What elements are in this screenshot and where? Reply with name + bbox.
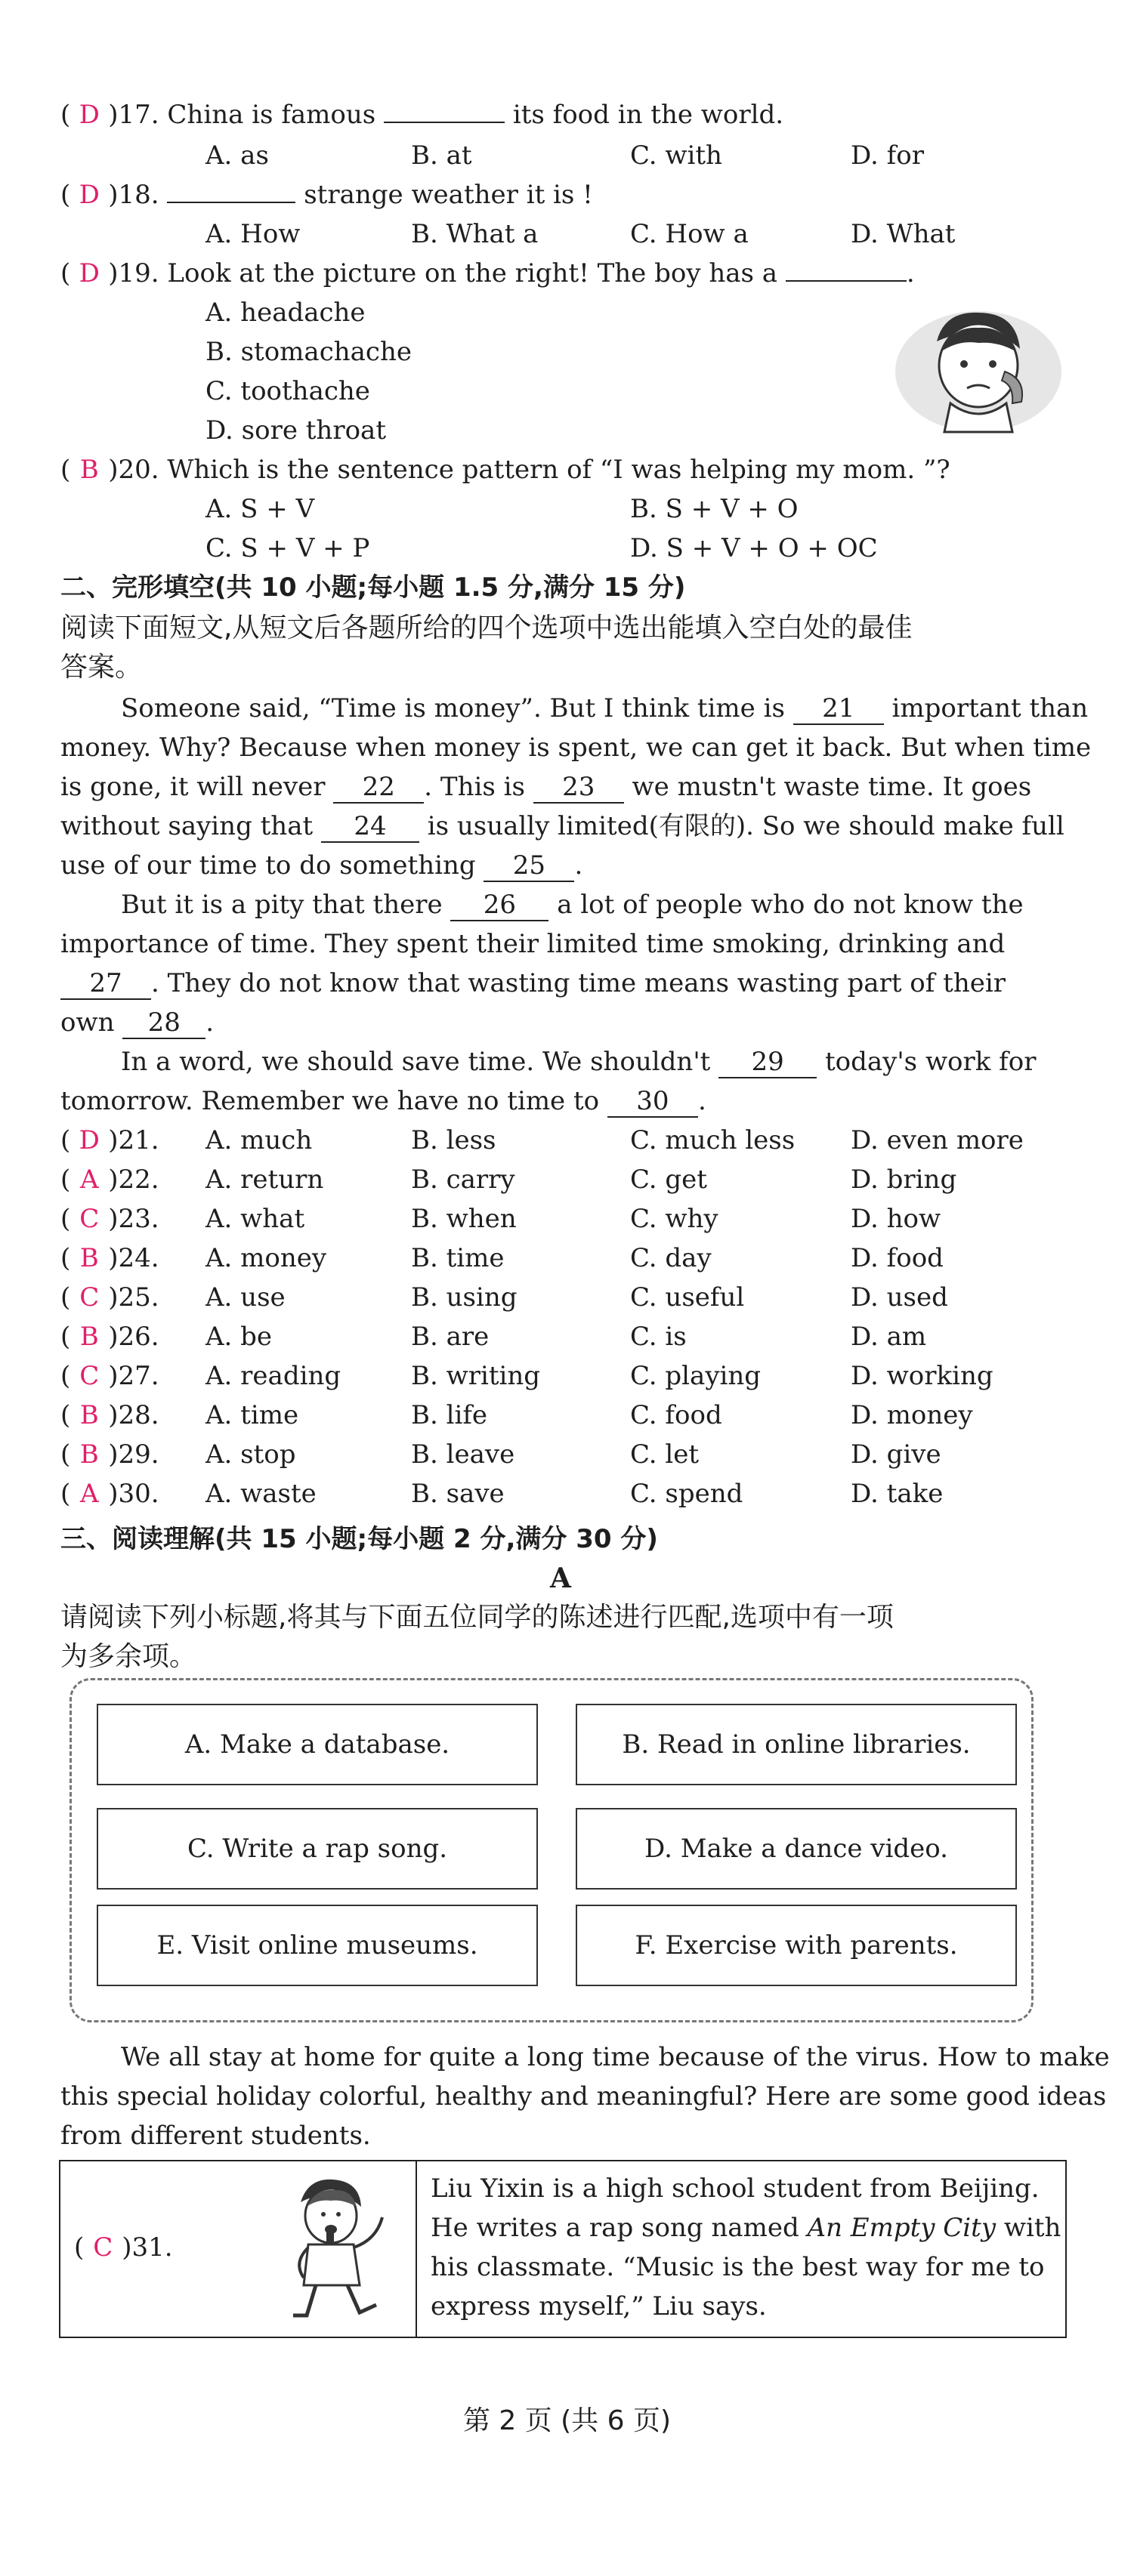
cloze-question-26: ( B )26. <box>60 1317 159 1356</box>
answer: C <box>79 1282 100 1313</box>
option: A. time <box>205 1400 299 1430</box>
option: C. food <box>630 1400 722 1430</box>
option: D. sore throat <box>205 415 386 446</box>
blank <box>167 202 295 203</box>
answer: C <box>79 1204 100 1234</box>
blank-28: 28 <box>122 1007 205 1039</box>
choice-a: A. Make a database. <box>97 1704 538 1785</box>
option: A. headache <box>205 298 366 328</box>
option: C. useful <box>630 1282 745 1313</box>
answer: B <box>79 1400 99 1430</box>
answer: A <box>79 1165 99 1195</box>
option: C. How a <box>630 219 749 249</box>
blank-25: 25 <box>484 850 574 882</box>
question-31-text: his classmate. “Music is the best way for me to <box>431 2252 1045 2282</box>
option: B. when <box>411 1204 517 1234</box>
option: D. bring <box>851 1165 957 1195</box>
option: A. reading <box>205 1361 341 1391</box>
answer: B <box>79 1243 99 1273</box>
question-31-label: ( C )31. <box>74 2228 173 2267</box>
option: B. are <box>411 1322 490 1352</box>
option: D. What <box>851 219 956 249</box>
option: A. How <box>205 219 301 249</box>
option: C. playing <box>630 1361 762 1391</box>
passage-line: is gone, it will never 22 . This is 23 we mustn't waste time. It goes <box>60 772 1032 802</box>
section-3-instruction-cont: 为多余项。 <box>60 1641 197 1672</box>
question-31-text: express myself,” Liu says. <box>431 2291 767 2321</box>
option: D. for <box>851 140 924 171</box>
answer: C <box>79 1361 100 1391</box>
choice-c: C. Write a rap song. <box>97 1808 538 1890</box>
option: D. even more <box>851 1125 1024 1155</box>
part-a-heading: A <box>550 1563 571 1594</box>
rapping-boy-illustration <box>263 2172 391 2323</box>
option: C. spend <box>630 1479 743 1509</box>
option: B. less <box>411 1125 496 1155</box>
option: C. why <box>630 1204 718 1234</box>
boy-toothache-illustration <box>891 296 1065 436</box>
option: A. stop <box>205 1439 296 1470</box>
option: C. S + V + P <box>205 533 370 563</box>
option: B. carry <box>411 1165 515 1195</box>
option: B. S + V + O <box>630 494 799 524</box>
option: A. as <box>205 140 269 171</box>
cloze-question-22: ( A )22. <box>60 1160 159 1199</box>
option: A. what <box>205 1204 305 1234</box>
option: C. toothache <box>205 376 370 406</box>
blank-22: 22 <box>333 772 424 804</box>
option: A. be <box>205 1322 273 1352</box>
passage-line: tomorrow. Remember we have no time to 30 . <box>60 1086 706 1116</box>
page-footer: 第 2 页 (共 6 页) <box>462 2405 672 2436</box>
passage-line: But it is a pity that there 26 a lot of people who do not know the <box>121 890 1024 920</box>
option: B. at <box>411 140 472 171</box>
blank-29: 29 <box>718 1047 817 1078</box>
question-31-table <box>59 2160 1067 2338</box>
passage-line: Someone said, “Time is money”. But I think time is 21 important than <box>121 693 1089 723</box>
blank-30: 30 <box>607 1086 698 1118</box>
question-18: ( D )18. strange weather it is ! <box>60 175 593 214</box>
reading-intro: We all stay at home for quite a long time because of the virus. How to make <box>121 2042 1110 2072</box>
option: A. much <box>205 1125 313 1155</box>
section-3-instruction: 请阅读下列小标题,将其与下面五位同学的陈述进行匹配,选项中有一项 <box>60 1602 894 1633</box>
option: B. stomachache <box>205 337 412 367</box>
choice-d: D. Make a dance video. <box>576 1808 1017 1890</box>
answer-18: D <box>79 180 100 210</box>
cloze-question-24: ( B )24. <box>60 1239 159 1278</box>
blank-24: 24 <box>321 811 419 843</box>
passage-line: without saying that 24 is usually limited(有限的). So we should make full <box>60 811 1064 841</box>
option: D. food <box>851 1243 944 1273</box>
answer: D <box>79 1125 100 1155</box>
blank <box>786 280 907 282</box>
option: D. give <box>851 1439 941 1470</box>
option: A. waste <box>205 1479 317 1509</box>
passage-line: importance of time. They spent their limited time smoking, drinking and <box>60 929 1006 959</box>
question-31-text: Liu Yixin is a high school student from Beijing. <box>431 2173 1040 2204</box>
blank-21: 21 <box>793 693 884 725</box>
option: B. leave <box>411 1439 515 1470</box>
cloze-question-21: ( D )21. <box>60 1121 159 1160</box>
question-20: ( B )20. Which is the sentence pattern of “I was helping my mom. ”? <box>60 450 950 489</box>
option: C. is <box>630 1322 687 1352</box>
section-2-instruction-cont: 答案。 <box>60 652 143 683</box>
option: D. take <box>851 1479 944 1509</box>
option: D. am <box>851 1322 927 1352</box>
option: C. get <box>630 1165 707 1195</box>
question-31-text: He writes a rap song named An Empty City with <box>431 2213 1061 2243</box>
answer-31: C <box>93 2232 113 2263</box>
cloze-question-29: ( B )29. <box>60 1435 159 1474</box>
option: B. save <box>411 1479 505 1509</box>
reading-intro: from different students. <box>60 2121 371 2151</box>
option: C. day <box>630 1243 712 1273</box>
passage-line: own 28 . <box>60 1007 215 1038</box>
option: C. with <box>630 140 722 171</box>
cloze-question-25: ( C )25. <box>60 1278 159 1317</box>
choice-e: E. Visit online museums. <box>97 1905 538 1986</box>
cloze-question-28: ( B )28. <box>60 1396 159 1435</box>
option: B. writing <box>411 1361 541 1391</box>
option: B. What a <box>411 219 539 249</box>
passage-line: 27 . They do not know that wasting time means wasting part of their <box>60 964 1006 1003</box>
option: A. use <box>205 1282 286 1313</box>
option: B. life <box>411 1400 488 1430</box>
option: D. working <box>851 1361 993 1391</box>
answer: B <box>79 1322 99 1352</box>
answer-17: D <box>79 100 100 130</box>
reading-intro: this special holiday colorful, healthy and meaningful? Here are some good ideas <box>60 2081 1107 2112</box>
answer: A <box>79 1479 99 1509</box>
section-2-instruction: 阅读下面短文,从短文后各题所给的四个选项中选出能填入空白处的最佳 <box>60 612 913 643</box>
blank-27: 27 <box>60 968 151 1000</box>
option: D. used <box>851 1282 948 1313</box>
choice-b: B. Read in online libraries. <box>576 1704 1017 1785</box>
answer-19: D <box>79 258 100 288</box>
blank <box>384 122 505 123</box>
section-3-title: 三、阅读理解(共 15 小题;每小题 2 分,满分 30 分) <box>60 1524 658 1554</box>
passage-line: money. Why? Because when money is spent, we can get it back. But when time <box>60 733 1092 763</box>
option: C. let <box>630 1439 700 1470</box>
option: C. much less <box>630 1125 796 1155</box>
question-17: ( D )17. China is famous its food in the world. <box>60 95 783 134</box>
answer-20: B <box>79 455 99 485</box>
question-19: ( D )19. Look at the picture on the right! The boy has a . <box>60 254 915 293</box>
cloze-question-30: ( A )30. <box>60 1474 159 1513</box>
option: D. S + V + O + OC <box>630 533 878 563</box>
passage-line: use of our time to do something 25 . <box>60 850 583 881</box>
choice-f: F. Exercise with parents. <box>576 1905 1017 1986</box>
passage-line: In a word, we should save time. We shouldn't 29 today's work for <box>121 1047 1037 1077</box>
option: A. money <box>205 1243 327 1273</box>
cloze-question-27: ( C )27. <box>60 1356 159 1396</box>
option: B. using <box>411 1282 518 1313</box>
option: A. return <box>205 1165 324 1195</box>
table-divider <box>416 2161 417 2337</box>
option: B. time <box>411 1243 505 1273</box>
option: D. money <box>851 1400 973 1430</box>
blank-26: 26 <box>450 890 548 921</box>
option: A. S + V <box>205 494 315 524</box>
section-2-title: 二、完形填空(共 10 小题;每小题 1.5 分,满分 15 分) <box>60 572 686 603</box>
cloze-question-23: ( C )23. <box>60 1199 159 1239</box>
answer: B <box>79 1439 99 1470</box>
blank-23: 23 <box>533 772 624 804</box>
option: D. how <box>851 1204 941 1234</box>
